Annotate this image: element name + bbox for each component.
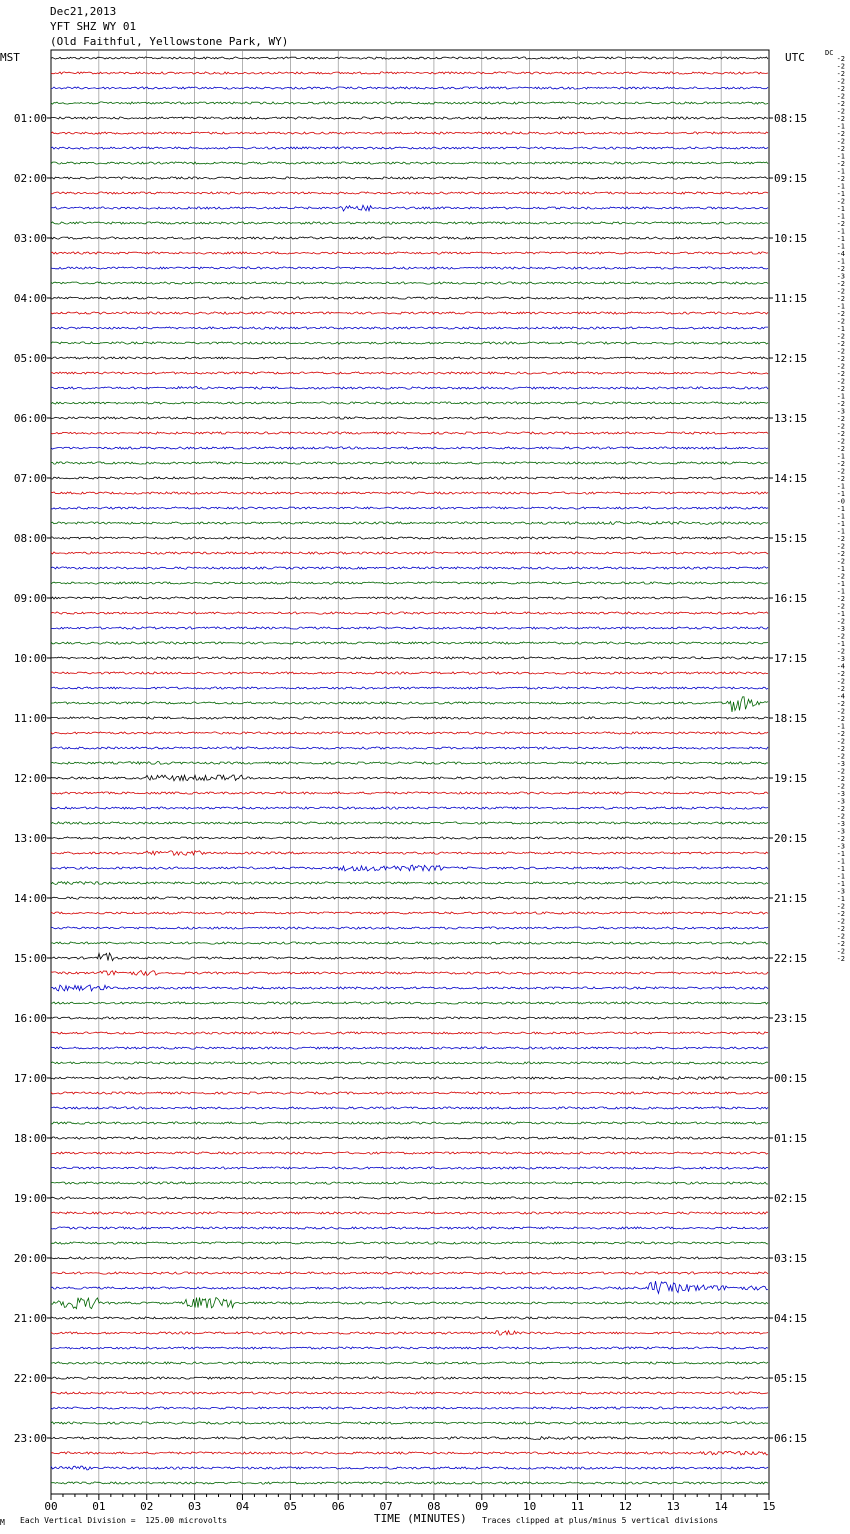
dc-offset-label: -1 — [836, 722, 845, 731]
seismic-trace — [51, 1182, 768, 1184]
utc-hour-label: 00:15 — [774, 1072, 808, 1085]
dc-offset-label: -2 — [836, 280, 845, 288]
dc-offset-label: -1 — [836, 505, 845, 513]
dc-offset-label: -2 — [836, 955, 845, 963]
utc-hour-label: 10:15 — [774, 232, 808, 245]
seismic-trace — [51, 147, 768, 149]
seismic-trace — [51, 687, 768, 689]
dc-offset-label: -1 — [836, 895, 845, 903]
mst-hour-label: 20:00 — [13, 1252, 47, 1265]
dc-offset-label: -2 — [836, 62, 845, 71]
dc-offset-label: -2 — [836, 197, 845, 206]
dc-offset-label: -2 — [836, 910, 845, 918]
dc-offset-label: -2 — [836, 130, 845, 138]
mst-hour-label: 17:00 — [13, 1072, 47, 1085]
utc-hour-label: 14:15 — [774, 472, 808, 485]
utc-hour-label: 16:15 — [774, 592, 808, 605]
dc-offset-label: -1 — [836, 565, 845, 573]
seismic-trace — [51, 1062, 768, 1064]
x-tick-label: 05 — [283, 1500, 297, 1513]
seismic-trace — [51, 237, 768, 239]
seismic-trace — [51, 942, 768, 944]
utc-hour-label: 23:15 — [774, 1012, 808, 1025]
seismic-trace — [51, 1407, 768, 1409]
seismic-trace — [51, 282, 768, 284]
mst-hour-label: 21:00 — [13, 1312, 47, 1325]
seismic-trace — [51, 1002, 768, 1004]
seismic-trace — [51, 132, 768, 134]
dc-offset-label: -2 — [836, 445, 845, 453]
mst-hour-label: 03:00 — [13, 232, 47, 245]
seismic-trace — [51, 953, 768, 961]
utc-hour-label: 02:15 — [774, 1192, 808, 1205]
x-tick-label: 02 — [140, 1500, 154, 1513]
dc-offset-label: -2 — [836, 932, 845, 941]
dc-offset-label: -2 — [836, 572, 845, 581]
dc-offset-label: -1 — [836, 122, 845, 131]
dc-offset-label: -2 — [836, 160, 845, 168]
dc-offset-label: -2 — [836, 107, 845, 116]
dc-offset-label: -1 — [836, 242, 845, 251]
dc-offset-label: -2 — [836, 835, 845, 843]
seismic-trace — [51, 372, 768, 374]
seismic-trace — [51, 1137, 768, 1139]
dc-offset-label: -2 — [836, 422, 845, 431]
x-tick-label: 08 — [427, 1500, 441, 1513]
seismic-trace — [51, 927, 768, 929]
seismic-trace — [51, 597, 768, 599]
dc-offset-label: -2 — [836, 715, 845, 723]
dc-offset-label: -4 — [836, 692, 845, 701]
dc-offset-label: -1 — [836, 182, 845, 191]
mst-hour-label: 16:00 — [13, 1012, 47, 1025]
left-timezone-label: MST — [0, 51, 20, 64]
seismic-trace — [51, 357, 768, 359]
seismic-trace — [51, 775, 768, 781]
seismic-trace — [51, 792, 768, 794]
dc-offset-label: -3 — [836, 625, 845, 633]
date-label: Dec21,2013 — [50, 5, 117, 18]
dc-offset-label: -2 — [836, 700, 845, 708]
seismic-trace — [51, 117, 768, 119]
dc-offset-label: -1 — [836, 865, 845, 873]
dc-offset-label: -2 — [836, 362, 845, 371]
dc-offset-label: -2 — [836, 85, 845, 93]
x-tick-label: 07 — [379, 1500, 393, 1513]
dc-offset-label: -1 — [836, 325, 845, 333]
utc-hour-label: 18:15 — [774, 712, 808, 725]
dc-offset-label: -2 — [836, 332, 845, 341]
dc-offset-label: -2 — [836, 782, 845, 791]
seismic-trace — [51, 387, 768, 390]
station-label: YFT SHZ WY 01 — [50, 20, 137, 33]
seismic-trace — [51, 205, 768, 211]
utc-hour-label: 22:15 — [774, 952, 808, 965]
utc-hour-label: 17:15 — [774, 652, 808, 665]
seismic-trace — [51, 1347, 768, 1349]
dc-offset-label: -1 — [836, 190, 845, 198]
utc-hour-label: 12:15 — [774, 352, 808, 365]
x-axis-label: TIME (MINUTES) — [374, 1512, 467, 1525]
dc-offset-label: -3 — [836, 827, 845, 836]
dc-offset-label: -2 — [836, 535, 845, 543]
dc-offset-label: -2 — [836, 310, 845, 318]
dc-offset-label: -2 — [836, 377, 845, 386]
dc-offset-label: -1 — [836, 152, 845, 161]
dc-offset-label: -2 — [836, 647, 845, 656]
mst-hour-label: 18:00 — [13, 1132, 47, 1145]
seismic-trace — [51, 102, 768, 104]
seismic-trace — [51, 971, 768, 976]
seismic-trace — [51, 447, 768, 449]
seismic-trace — [51, 612, 768, 614]
seismic-trace — [51, 1392, 768, 1394]
seismic-trace — [51, 882, 768, 885]
seismic-trace — [51, 402, 768, 404]
seismic-trace — [51, 1047, 768, 1049]
utc-hour-label: 08:15 — [774, 112, 808, 125]
seismic-trace — [51, 807, 768, 809]
x-tick-label: 01 — [92, 1500, 106, 1513]
dc-offset-label: -2 — [836, 925, 845, 933]
seismic-trace — [51, 1167, 768, 1169]
seismic-trace — [51, 1317, 768, 1319]
utc-hour-label: 05:15 — [774, 1372, 808, 1385]
dc-offset-label: -2 — [836, 437, 845, 446]
dc-offset-label: -2 — [836, 685, 845, 693]
dc-offset-label: -2 — [836, 317, 845, 326]
dc-offset-label: -2 — [836, 752, 845, 761]
dc-offset-label: -3 — [836, 655, 845, 663]
utc-hour-label: 06:15 — [774, 1432, 808, 1445]
dc-offset-label: -1 — [836, 520, 845, 528]
seismic-trace — [51, 717, 768, 719]
seismic-trace — [51, 762, 768, 765]
dc-offset-label: -2 — [836, 775, 845, 783]
x-tick-label: 15 — [762, 1500, 776, 1513]
utc-hour-label: 01:15 — [774, 1132, 808, 1145]
dc-offset-label: -2 — [836, 595, 845, 603]
seismic-trace — [51, 462, 768, 464]
dc-offset-label: -1 — [836, 257, 845, 266]
utc-hour-label: 11:15 — [774, 292, 808, 305]
dc-label: DC — [825, 49, 834, 57]
dc-offset-label: -4 — [836, 250, 845, 258]
dc-offset-label: -3 — [836, 797, 845, 806]
dc-offset-label: -1 — [836, 850, 845, 858]
seismic-trace — [51, 897, 768, 899]
seismic-trace — [51, 747, 768, 749]
dc-offset-label: -4 — [836, 662, 845, 671]
dc-offset-label: -1 — [836, 205, 845, 213]
dc-offset-label: -2 — [836, 632, 845, 641]
right-timezone-label: UTC — [785, 51, 805, 64]
dc-offset-label: -2 — [836, 467, 845, 476]
mst-hour-label: 08:00 — [13, 532, 47, 545]
clip-note: Traces clipped at plus/minus 5 vertical divisions — [482, 1516, 719, 1525]
seismic-trace — [51, 1422, 768, 1424]
dc-offset-label: -2 — [836, 917, 845, 926]
dc-offset-label: -1 — [836, 872, 845, 881]
mst-hour-label: 23:00 — [13, 1432, 47, 1445]
dc-offset-label: -2 — [836, 55, 845, 63]
x-tick-label: 13 — [666, 1500, 680, 1513]
x-tick-label: 09 — [475, 1500, 489, 1513]
dc-offset-label: -3 — [836, 272, 845, 281]
dc-offset-label: -1 — [836, 640, 845, 648]
seismic-trace — [51, 417, 768, 419]
mst-hour-label: 14:00 — [13, 892, 47, 905]
seismic-trace — [51, 1377, 768, 1379]
x-tick-label: 12 — [618, 1500, 633, 1513]
dc-offset-label: -1 — [836, 452, 845, 461]
seismic-trace — [51, 87, 768, 89]
seismic-trace — [51, 642, 768, 644]
dc-offset-label: -2 — [836, 812, 845, 821]
dc-offset-label: -2 — [836, 617, 845, 626]
plot-frame — [51, 50, 769, 1494]
dc-offset-label: -2 — [836, 707, 845, 716]
dc-offset-label: -3 — [836, 760, 845, 768]
mst-hour-label: 10:00 — [13, 652, 47, 665]
dc-offset-label: -2 — [836, 137, 845, 146]
dc-offset-label: -2 — [836, 475, 845, 483]
dc-offset-label: -1 — [836, 587, 845, 596]
seismic-trace — [51, 252, 768, 254]
dc-offset-label: -2 — [836, 745, 845, 753]
seismic-trace — [51, 1242, 768, 1244]
seismic-trace — [51, 657, 768, 659]
seismic-trace — [51, 1092, 768, 1094]
utc-hour-label: 04:15 — [774, 1312, 808, 1325]
seismic-trace — [51, 312, 768, 314]
seismic-trace — [51, 1281, 768, 1293]
seismic-trace — [51, 1451, 768, 1455]
seismic-trace — [51, 1227, 768, 1229]
dc-offset-label: -1 — [836, 235, 845, 243]
mst-hour-label: 22:00 — [13, 1372, 47, 1385]
seismic-trace — [51, 1298, 768, 1309]
utc-hour-label: 09:15 — [774, 172, 808, 185]
dc-offset-label: -2 — [836, 175, 845, 183]
dc-offset-label: -2 — [836, 70, 845, 78]
dc-offset-label: -2 — [836, 940, 845, 948]
seismic-trace — [51, 492, 768, 494]
dc-offset-label: -2 — [836, 145, 845, 153]
dc-offset-label: -2 — [836, 265, 845, 273]
seismic-trace — [51, 865, 768, 871]
dc-offset-label: -2 — [836, 602, 845, 611]
seismic-trace — [51, 985, 768, 991]
seismic-trace — [51, 297, 768, 299]
dc-offset-label: -1 — [836, 880, 845, 888]
dc-offset-label: -2 — [836, 92, 845, 101]
mst-hour-label: 19:00 — [13, 1192, 47, 1205]
seismic-trace — [51, 1107, 768, 1109]
seismic-trace — [51, 1032, 768, 1034]
dc-offset-label: -2 — [836, 115, 845, 123]
dc-offset-label: -1 — [836, 212, 845, 221]
seismic-trace — [51, 1257, 768, 1259]
dc-offset-label: -2 — [836, 295, 845, 303]
seismic-trace — [51, 222, 768, 224]
dc-offset-label: -1 — [836, 302, 845, 311]
utc-hour-label: 19:15 — [774, 772, 808, 785]
scale-note: Each Vertical Division = 125.00 microvolts — [20, 1516, 228, 1525]
seismic-trace — [51, 672, 768, 674]
seismic-trace — [51, 851, 768, 856]
mst-hour-label: 09:00 — [13, 592, 47, 605]
seismic-trace — [51, 1437, 768, 1440]
seismic-trace — [51, 732, 768, 734]
seismic-trace — [51, 567, 768, 569]
dc-offset-label: -2 — [836, 737, 845, 746]
mst-hour-label: 06:00 — [13, 412, 47, 425]
seismic-trace — [51, 57, 768, 59]
dc-offset-label: -3 — [836, 820, 845, 828]
seismic-trace — [51, 432, 768, 434]
dc-offset-label: -1 — [836, 392, 845, 401]
mst-hour-label: 13:00 — [13, 832, 47, 845]
dc-offset-label: -0 — [836, 497, 845, 506]
seismic-trace — [51, 1272, 768, 1274]
utc-hour-label: 15:15 — [774, 532, 808, 545]
dc-offset-label: -2 — [836, 670, 845, 678]
dc-offset-label: -2 — [836, 355, 845, 363]
dc-offset-label: -3 — [836, 790, 845, 798]
seismic-trace — [51, 1362, 768, 1364]
dc-offset-label: -2 — [836, 677, 845, 686]
mst-hour-label: 02:00 — [13, 172, 47, 185]
dc-offset-label: -3 — [836, 842, 845, 851]
dc-offset-label: -2 — [836, 385, 845, 393]
dc-offset-label: -2 — [836, 415, 845, 423]
dc-offset-label: -1 — [836, 490, 845, 498]
dc-offset-label: -2 — [836, 730, 845, 738]
dc-offset-label: -2 — [836, 460, 845, 468]
seismic-trace — [51, 627, 768, 629]
dc-offset-label: -1 — [836, 610, 845, 618]
seismic-trace — [51, 72, 768, 74]
mst-hour-label: 01:00 — [13, 112, 47, 125]
seismic-trace — [51, 1122, 768, 1124]
seismic-trace — [51, 582, 768, 584]
dc-offset-label: -2 — [836, 77, 845, 86]
seismic-trace — [51, 507, 768, 509]
utc-hour-label: 13:15 — [774, 412, 808, 425]
seismic-trace — [51, 177, 768, 179]
mst-hour-label: 12:00 — [13, 772, 47, 785]
dc-offset-label: -2 — [836, 287, 845, 296]
seismic-trace — [51, 552, 768, 554]
x-tick-label: 00 — [44, 1500, 58, 1513]
utc-hour-label: 20:15 — [774, 832, 808, 845]
mst-hour-label: 11:00 — [13, 712, 47, 725]
dc-offset-label: -2 — [836, 370, 845, 378]
seismic-trace — [51, 1152, 768, 1154]
dc-offset-label: -2 — [836, 550, 845, 558]
mst-hour-label: 15:00 — [13, 952, 47, 965]
dc-offset-label: -1 — [836, 482, 845, 491]
dc-offset-label: -2 — [836, 100, 845, 108]
dc-offset-label: -2 — [836, 340, 845, 348]
dc-offset-label: -2 — [836, 430, 845, 438]
seismic-trace — [51, 1331, 768, 1335]
seismic-trace — [51, 162, 768, 164]
dc-offset-label: -2 — [836, 557, 845, 566]
seismic-trace — [51, 192, 768, 194]
seismic-trace — [51, 1197, 768, 1199]
seismic-trace — [51, 1212, 768, 1214]
x-tick-label: 11 — [570, 1500, 585, 1513]
dc-offset-label: -3 — [836, 887, 845, 896]
dc-offset-label: -1 — [836, 167, 845, 176]
dc-offset-label: -1 — [836, 857, 845, 866]
seismic-trace — [51, 697, 768, 712]
seismic-trace — [51, 912, 768, 914]
seismic-trace — [51, 1017, 768, 1019]
mst-hour-label: 04:00 — [13, 292, 47, 305]
seismic-trace — [51, 1077, 768, 1080]
dc-offset-label: -2 — [836, 542, 845, 551]
x-tick-label: 14 — [714, 1500, 728, 1513]
mst-hour-label: 05:00 — [13, 352, 47, 365]
seismic-trace — [51, 342, 768, 344]
seismic-trace — [51, 837, 768, 839]
x-tick-label: 03 — [187, 1500, 202, 1513]
dc-offset-label: -2 — [836, 400, 845, 408]
mst-hour-label: 07:00 — [13, 472, 47, 485]
dc-offset-label: -2 — [836, 947, 845, 956]
x-tick-label: 04 — [235, 1500, 250, 1513]
utc-hour-label: 03:15 — [774, 1252, 808, 1265]
dc-offset-label: -1 — [836, 512, 845, 521]
corner-mark: M — [0, 1518, 5, 1527]
seismic-trace — [51, 522, 768, 525]
dc-offset-label: -2 — [836, 767, 845, 776]
x-tick-label: 10 — [523, 1500, 537, 1513]
location-label: (Old Faithful, Yellowstone Park, WY) — [50, 35, 289, 48]
seismic-trace — [51, 327, 768, 329]
seismic-trace — [51, 477, 768, 479]
seismic-trace — [51, 822, 768, 824]
utc-hour-label: 21:15 — [774, 892, 808, 905]
dc-offset-label: -1 — [836, 527, 845, 536]
seismic-trace — [51, 537, 768, 539]
dc-offset-label: -1 — [836, 227, 845, 236]
seismic-trace — [51, 1466, 768, 1470]
x-tick-label: 06 — [331, 1500, 345, 1513]
seismic-trace — [51, 1482, 768, 1484]
seismic-trace — [51, 267, 768, 269]
dc-offset-label: -3 — [836, 407, 845, 416]
dc-offset-label: -2 — [836, 220, 845, 228]
dc-offset-label: -2 — [836, 902, 845, 911]
dc-offset-label: -2 — [836, 805, 845, 813]
dc-offset-label: -2 — [836, 347, 845, 356]
dc-offset-label: -1 — [836, 580, 845, 588]
